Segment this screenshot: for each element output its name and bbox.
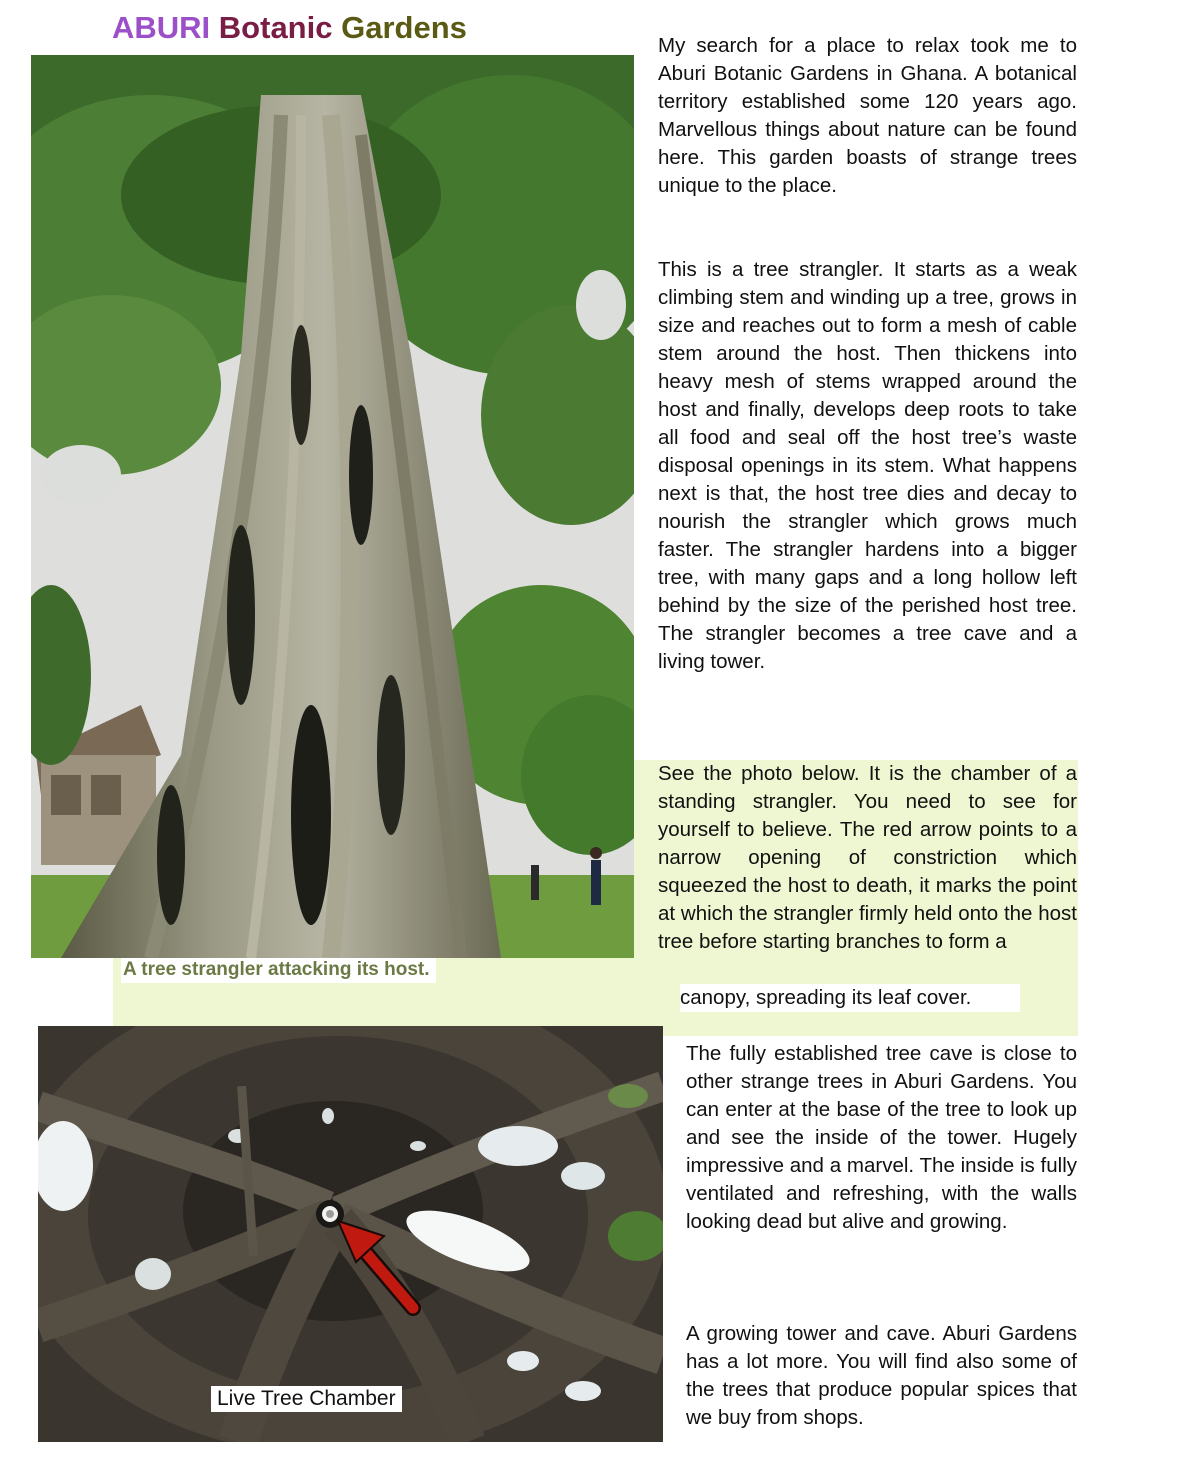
title-word-aburi: ABURI (112, 10, 211, 45)
photo2-caption: Live Tree Chamber (211, 1386, 402, 1412)
paragraph-closing: A growing tower and cave. Aburi Gardens has a lot more. You will find also some of the trees that produce popular spices that we buy from shops. (686, 1322, 1077, 1429)
strangler-tree-illustration (31, 55, 634, 958)
paragraph-chamber-last-line: canopy, spreading its leaf cover. (680, 984, 1020, 1012)
tree-chamber-photo (38, 1026, 663, 1442)
title-word-gardens: Gardens (341, 10, 467, 45)
paragraph-tree-cave: The fully established tree cave is close to other strange trees in Aburi Gardens. You can enter at the base of the tree to look up and see the inside of the tower. Hugely impressive and a marvel. The inside is fully ventilated and refreshing, with the walls looking dead but alive and growing. (686, 1042, 1077, 1233)
title-word-botanic: Botanic (218, 10, 333, 45)
paragraph-chamber: See the photo below. It is the chamber of a standing strangler. You need to see for yourself to believe. The red arrow points to a narrow opening of constriction which squeezed the host to death, it marks the point at which the strangler firmly held onto the host tree before starting branches to form a (658, 762, 1077, 953)
photo1-caption: A tree strangler attacking its host. (121, 958, 436, 983)
paragraph-strangler: This is a tree strangler. It starts as a weak climbing stem and winding up a tree, grows in size and reaches out to form a mesh of cable stem around the host. Then thickens into heavy mesh of stems wrapped around the host and finally, develops deep roots to take all food and seal off the host tree’s waste disposal openings in its stem. What happens next is that, the host tree dies and decay to nourish the strangler which grows much faster. The strangler hardens into a bigger tree, with many gaps and a long hollow left behind by the size of the perished host tree. The strangler becomes a tree cave and a living tower. (658, 258, 1077, 673)
paragraph-intro: My search for a place to relax took me to Aburi Botanic Gardens in Ghana. A botanical territory established some 120 years ago. Marvellous things about nature can be found here. This garden boasts of strange trees unique to the place. (658, 34, 1077, 197)
tree-chamber-illustration (38, 1026, 663, 1442)
page-title (112, 10, 467, 46)
strangler-tree-photo (31, 55, 634, 958)
